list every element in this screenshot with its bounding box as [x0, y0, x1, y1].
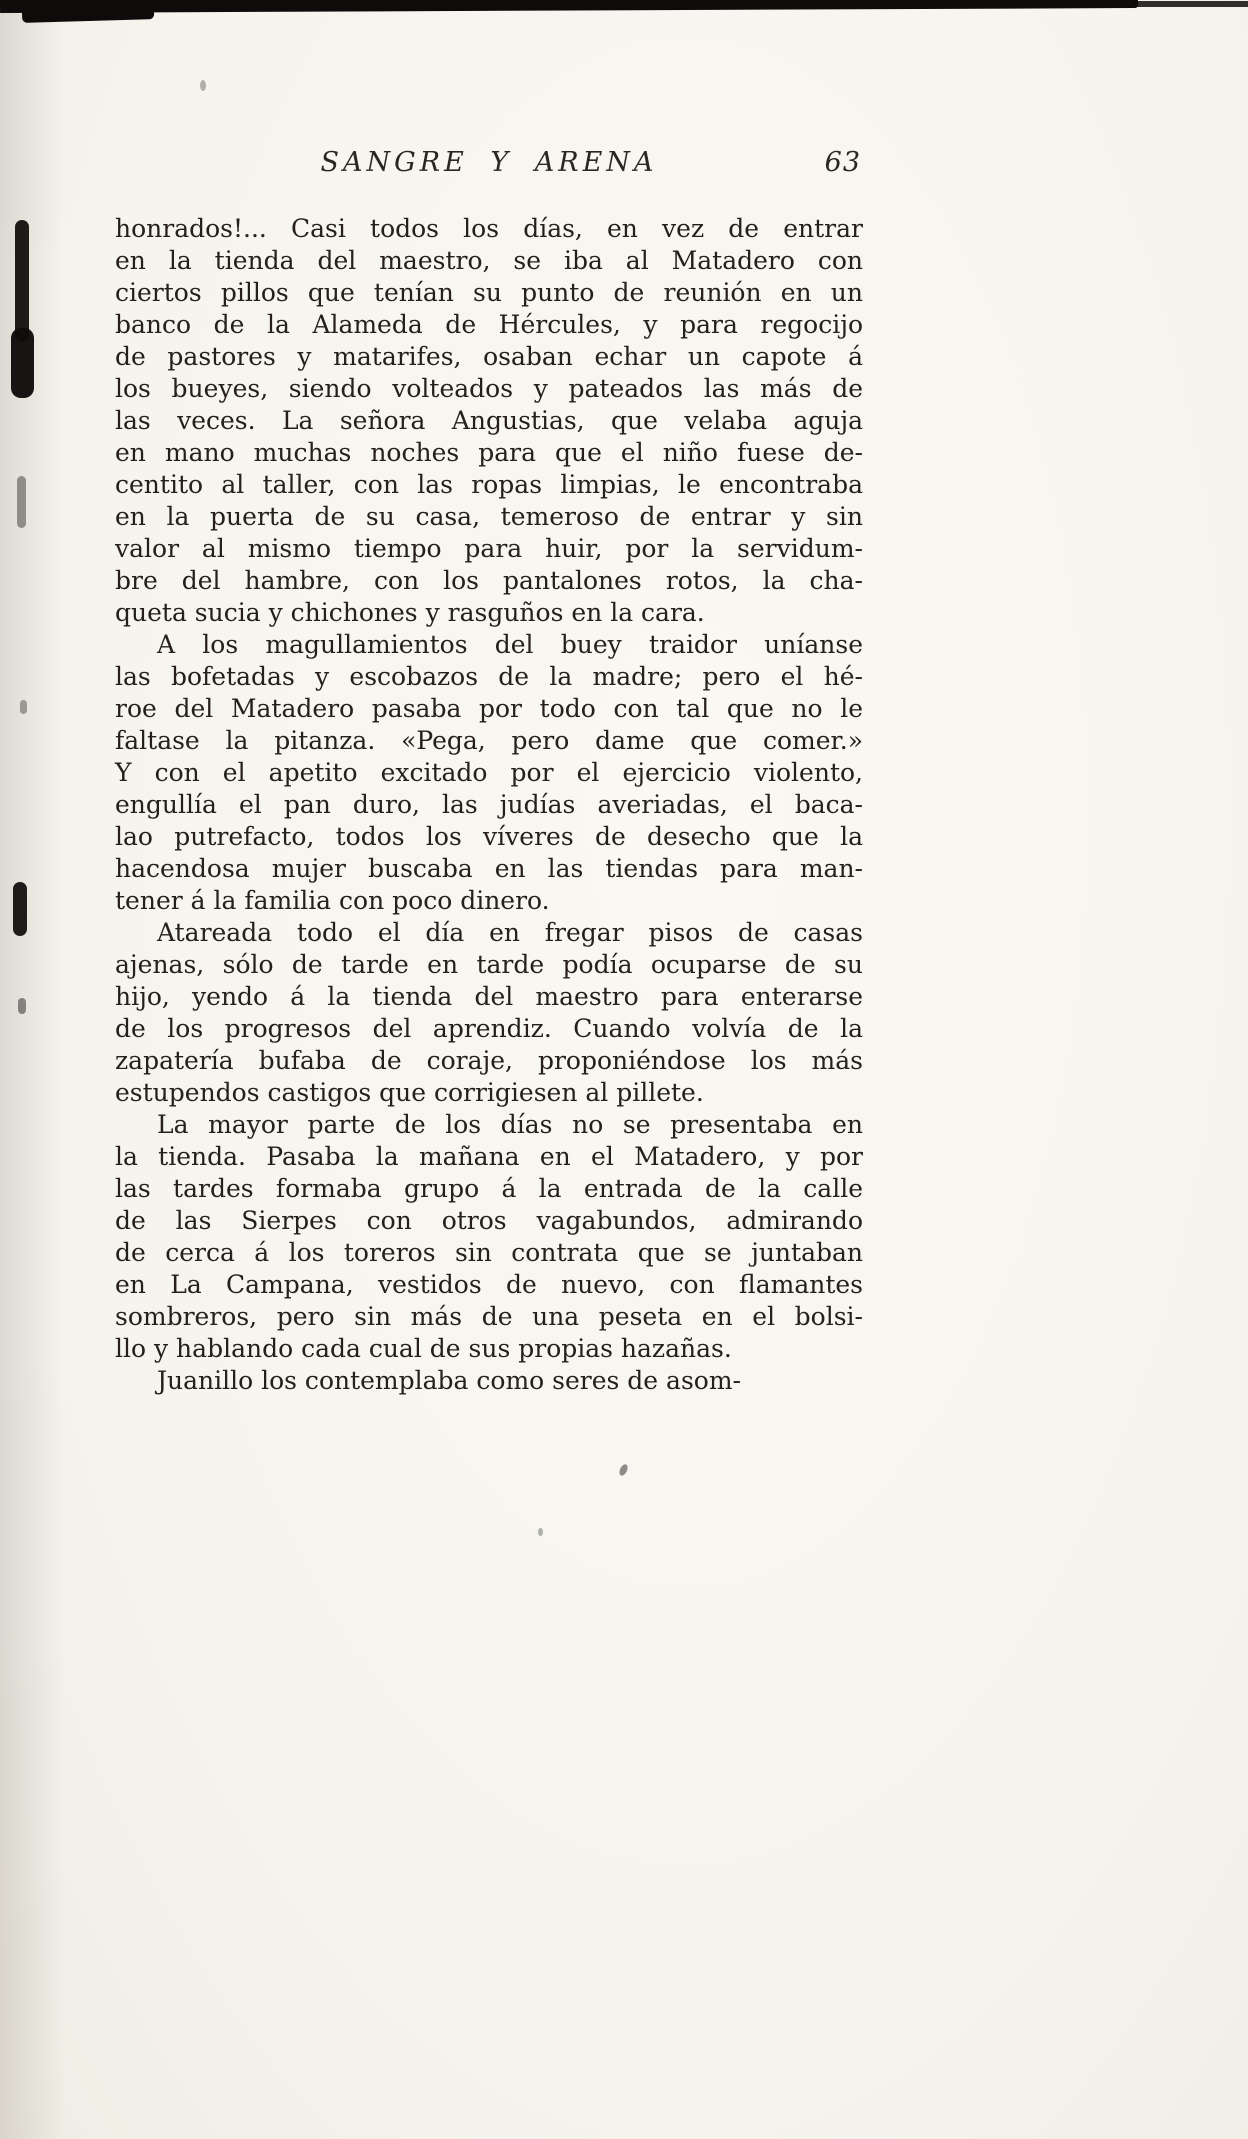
body-text	[115, 213, 863, 1397]
text-line: las bofetadas y escobazos de la madre; pero el hé-	[115, 662, 863, 691]
text-line: las veces. La señora Angustias, que velaba aguja	[115, 406, 863, 435]
scan-artifact-top-bar	[0, 0, 1138, 13]
scan-artifact-speck	[618, 1463, 629, 1477]
text-line: Atareada todo el día en fregar pisos de casas	[157, 918, 863, 947]
scan-artifact-speck	[200, 80, 206, 91]
text-line: Juanillo los contemplaba como seres de asom-	[157, 1366, 741, 1395]
running-header-title: SANGRE Y ARENA	[320, 147, 658, 178]
scan-artifact-ink-smudge	[15, 220, 29, 342]
scan-artifact-ink-smudge	[13, 882, 27, 936]
text-line: estupendos castigos que corrigiesen al pillete.	[115, 1078, 704, 1107]
text-line: de pastores y matarifes, osaban echar un capote á	[115, 342, 863, 371]
text-line: en la tienda del maestro, se iba al Matadero con	[115, 246, 863, 275]
text-line: las tardes formaba grupo á la entrada de la calle	[115, 1174, 863, 1203]
text-line: ciertos pillos que tenían su punto de reunión en un	[115, 278, 863, 307]
scan-artifact-ink-smudge	[11, 328, 34, 398]
text-line: A los magullamientos del buey traidor uníanse	[157, 630, 863, 659]
text-line: de las Sierpes con otros vagabundos, admirando	[115, 1206, 863, 1235]
text-line: hijo, yendo á la tienda del maestro para enterarse	[115, 982, 863, 1011]
text-line: los bueyes, siendo volteados y pateados las más de	[115, 374, 863, 403]
text-line: tener á la familia con poco dinero.	[115, 886, 550, 915]
text-line: centito al taller, con las ropas limpias, le encontraba	[115, 470, 863, 499]
page-number: 63	[824, 147, 861, 178]
text-line: lao putrefacto, todos los víveres de desecho que la	[115, 822, 863, 851]
text-line: bre del hambre, con los pantalones rotos, la cha-	[115, 566, 863, 595]
scan-artifact-ink-smudge	[18, 998, 26, 1014]
text-line: sombreros, pero sin más de una peseta en el bolsi-	[115, 1302, 863, 1331]
text-line: honrados!... Casi todos los días, en vez de entrar	[115, 214, 863, 243]
scan-artifact-speck	[538, 1528, 543, 1536]
scan-artifact-top-bar-blob	[22, 0, 154, 23]
text-line: Y con el apetito excitado por el ejercicio violento,	[115, 758, 863, 787]
scan-artifact-edge-shadow	[0, 0, 64, 2139]
text-line: ajenas, sólo de tarde en tarde podía ocuparse de su	[115, 950, 863, 979]
text-line: en La Campana, vestidos de nuevo, con flamantes	[115, 1270, 863, 1299]
text-line: engullía el pan duro, las judías averiadas, el baca-	[115, 790, 863, 819]
text-line: roe del Matadero pasaba por todo con tal que no le	[115, 694, 863, 723]
text-line: en mano muchas noches para que el niño fuese de-	[115, 438, 863, 467]
text-line: de cerca á los toreros sin contrata que se juntaban	[115, 1238, 863, 1267]
text-line: en la puerta de su casa, temeroso de entrar y sin	[115, 502, 863, 531]
text-line: queta sucia y chichones y rasguños en la cara.	[115, 598, 705, 627]
text-line: llo y hablando cada cual de sus propias hazañas.	[115, 1334, 732, 1363]
text-line: zapatería bufaba de coraje, proponiéndose los más	[115, 1046, 863, 1075]
text-line: valor al mismo tiempo para huir, por la servidum-	[115, 534, 863, 563]
scan-artifact-ink-smudge	[20, 700, 27, 714]
text-line: la tienda. Pasaba la mañana en el Matadero, y por	[115, 1142, 863, 1171]
text-line: de los progresos del aprendiz. Cuando volvía de la	[115, 1014, 863, 1043]
text-line: banco de la Alameda de Hércules, y para regocijo	[115, 310, 863, 339]
text-line: hacendosa mujer buscaba en las tiendas para man-	[115, 854, 863, 883]
scan-artifact-ink-smudge	[17, 476, 26, 528]
text-line: faltase la pitanza. «Pega, pero dame que comer.»	[115, 726, 863, 755]
scan-artifact-top-bar-right	[1120, 1, 1248, 7]
running-header	[115, 147, 863, 183]
text-line: La mayor parte de los días no se presentaba en	[157, 1110, 863, 1139]
